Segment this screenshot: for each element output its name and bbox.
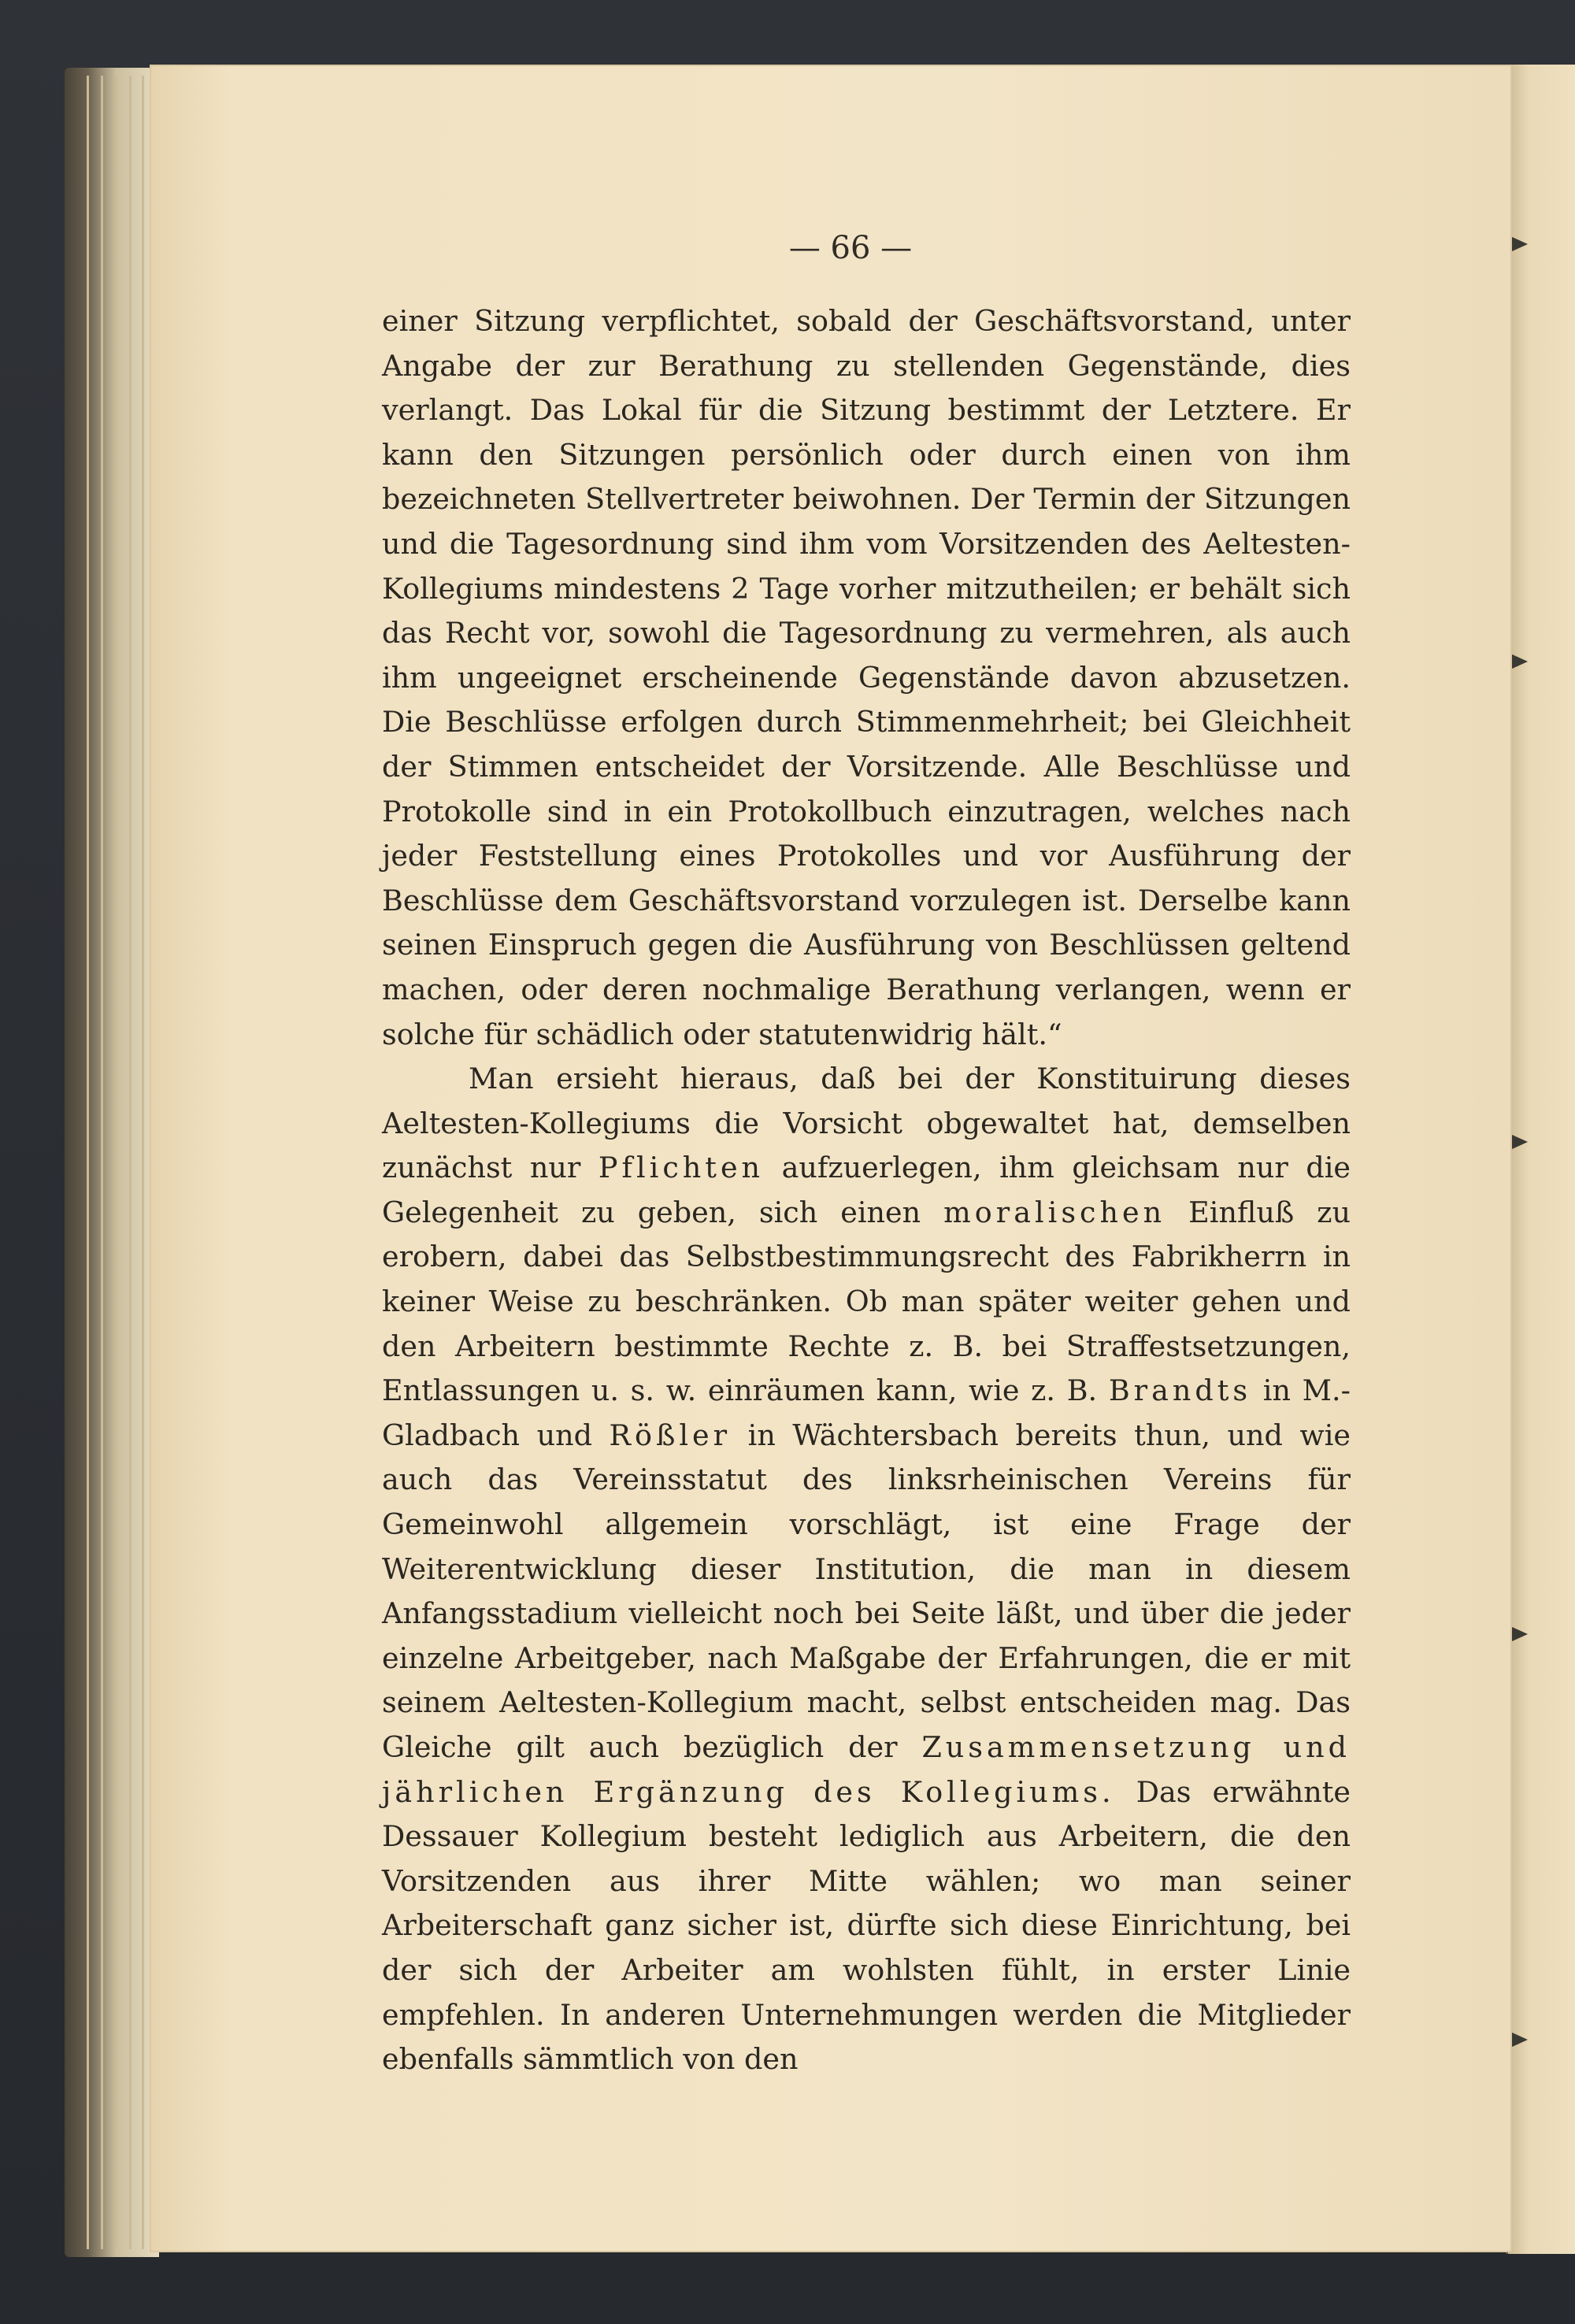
page-marker xyxy=(1510,1626,1528,1642)
page-stack-line xyxy=(101,76,103,2249)
emphasized-text: Zusammensetzung und jährlichen Ergänzung des Kollegiums. xyxy=(382,1730,1351,1809)
page-stack-line xyxy=(87,76,89,2249)
emphasized-text: Brandts xyxy=(1108,1373,1252,1408)
page-marker xyxy=(1510,1134,1528,1150)
paragraph xyxy=(382,299,1351,1057)
emphasized-text: Pflichten xyxy=(598,1151,765,1185)
paragraph xyxy=(382,1057,1351,2082)
page-marker xyxy=(1510,236,1528,252)
book-spine-edge xyxy=(65,68,159,2257)
text-segment: Das erwähnte Dessauer Kollegium besteht lediglich aus Arbeitern, die den Vorsitzenden aus ihrer Mitte wählen; wo man seiner Arbeiterschaft ganz sicher ist, dürfte sich diese Einrichtung, bei der sich der Arbeiter am wohlsten fühlt, in erster Linie empfehlen. In anderen Unternehmungen werden die Mitglieder ebenfalls sämmtlich von den xyxy=(382,1774,1351,2077)
page-marker xyxy=(1510,2032,1528,2048)
next-page-edge xyxy=(1506,65,1575,2254)
body-text xyxy=(382,299,1351,2082)
text-segment: in Wächtersbach bereits thun, und wie auch das Vereinsstatut des linksrheinischen Vereins für Gemeinwohl allgemein vorschlägt, ist eine Frage der Weiterentwicklung dieser Institution, die man in diesem Anfangsstadium vielleicht noch bei Seite läßt, und über die jeder einzelne Arbeitgeber, nach Maßgabe der Erfahrungen, die er mit seinem Aeltesten-Kollegium macht, selbst entscheiden mag. Das Gleiche gilt auch bezüglich der xyxy=(382,1418,1351,1764)
page-stack-line xyxy=(115,76,117,2249)
emphasized-text: moralischen xyxy=(943,1195,1166,1229)
emphasized-text: Rößler xyxy=(609,1418,732,1452)
page-stack-line xyxy=(129,76,132,2249)
text-segment: Man ersieht hieraus, daß bei der Konstituirung dieses Aeltesten-Kollegiums die Vorsicht obgewaltet hat, demselben zunächst nur xyxy=(382,1062,1351,1185)
page-number: — 66 — xyxy=(788,230,913,266)
text-segment: in M.-Gladbach und xyxy=(382,1373,1351,1452)
text-segment: aufzuerlegen, ihm gleichsam nur die Gelegenheit zu geben, sich einen xyxy=(382,1151,1351,1229)
page-marker xyxy=(1510,654,1528,669)
text-segment: Einfluß zu erobern, dabei das Selbstbestimmungsrecht des Fabrikherrn in keiner Weise zu beschränken. Ob man später weiter gehen und den Arbeitern bestimmte Rechte z. B. bei Straffestsetzungen, Entlassungen u. s. w. einräumen kann, wie z. B. xyxy=(382,1195,1351,1408)
text-segment: einer Sitzung verpflichtet, sobald der Geschäftsvorstand, unter Angabe der zur Berathung zu stellenden Gegenstände, dies verlangt. Das Lokal für die Sitzung bestimmt der Letztere. Er kann den Sitzungen persönlich oder durch einen von ihm bezeichneten Stellvertreter beiwohnen. Der Termin der Sitzungen und die Tagesordnung sind ihm vom Vorsitzenden des Aeltesten-Kollegiums mindestens 2 Tage vorher mitzutheilen; er behält sich das Recht vor, sowohl die Tagesordnung zu vermehren, als auch ihm ungeeignet erscheinende Gegenstände davon abzusetzen. Die Beschlüsse erfolgen durch Stimmenmehrheit; bei Gleichheit der Stimmen entscheidet der Vorsitzende. Alle Beschlüsse und Protokolle sind in ein Protokollbuch einzutragen, welches nach jeder Feststellung eines Protokolles und vor Ausführung der Beschlüsse dem Geschäftsvorstand vorzulegen ist. Derselbe kann seinen Einspruch gegen die Ausführung von Beschlüssen geltend machen, oder deren nochmalige Berathung verlangen, wenn er solche für schädlich oder statutenwidrig hält.“ xyxy=(382,304,1351,1051)
page-stack-line xyxy=(142,76,144,2249)
